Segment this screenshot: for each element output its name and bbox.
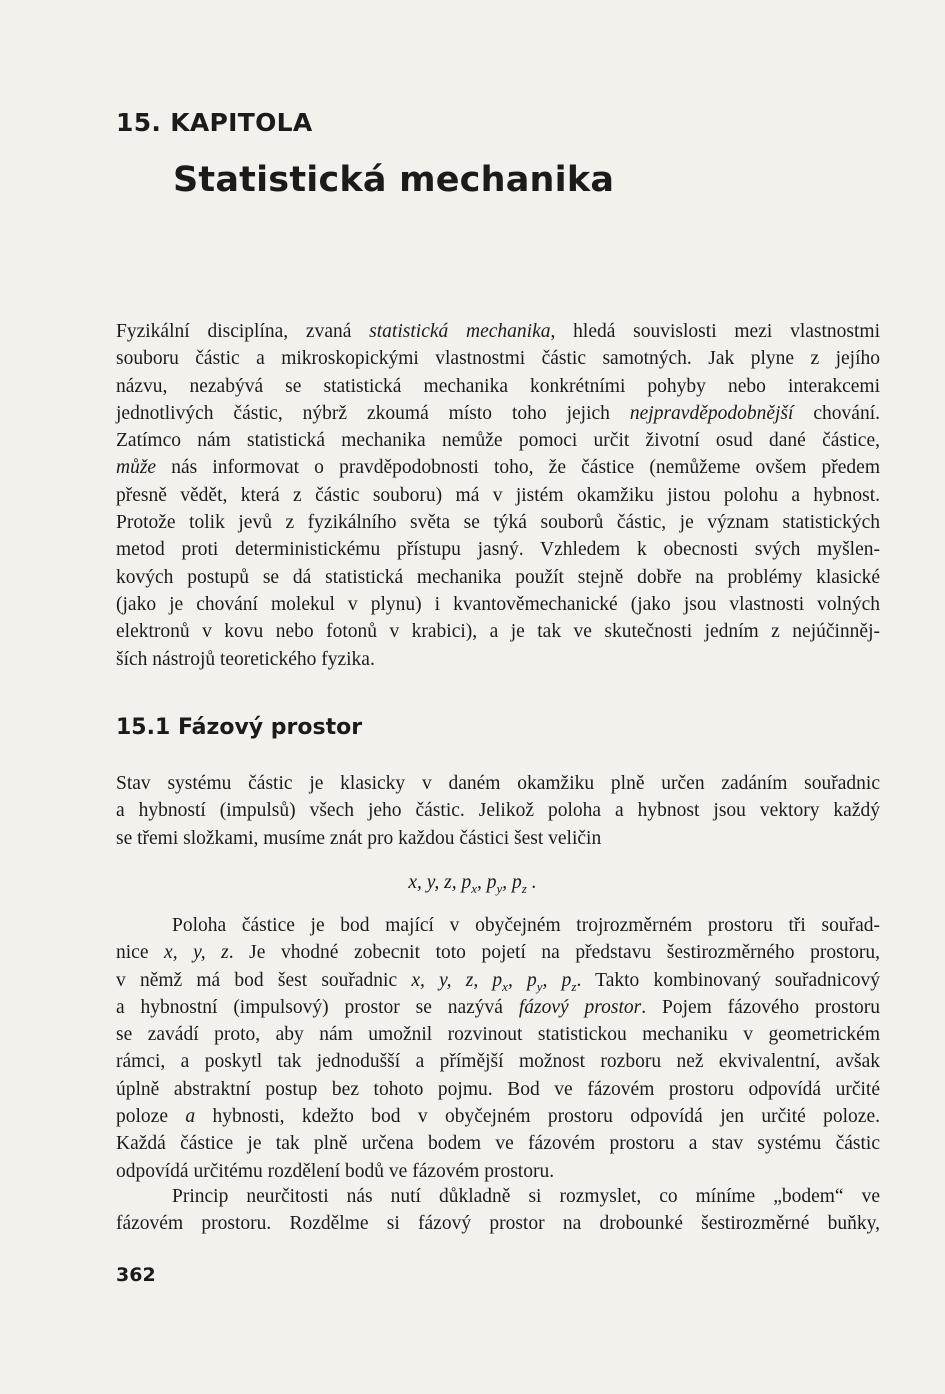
text-line: Stav systému částic je klasicky v daném okamžiku plně určen zadáním souřadnic — [116, 773, 880, 794]
text-line: se třemi složkami, musíme znát pro každou částici šest veličin — [116, 827, 602, 849]
text-line: Každá částice je tak plně určena bodem ve fázovém prostoru a stav systému částic — [116, 1133, 880, 1155]
text-line: (jako je chování molekul v plynu) i kvantověmechanické (jako jsou vlastnosti volných — [116, 593, 880, 615]
section-paragraph-3 — [116, 1183, 880, 1238]
text-line: ších nástrojů teoretického fyzika. — [116, 648, 375, 670]
text-line: nice x, y, z. Je vhodné zobecnit toto pojetí na představu šestirozměrného prostoru, — [116, 942, 880, 964]
section-paragraph-2 — [116, 912, 880, 1185]
text-line: metod proti deterministickému přístupu jasný. Vzhledem k obecnosti svých myšlen- — [116, 539, 880, 561]
text-line: v němž má bod šest souřadnic x, y, z, $p_x$, $p_y$, $p_z$. Takto kombinovaný souřadnicový — [116, 969, 880, 994]
text-line: poloze a hybnosti, kdežto bod v obyčejném prostoru odpovídá jen určité poloze. — [116, 1106, 880, 1128]
text-line: Fyzikální disciplína, zvaná statistická mechanika, hledá souvislosti mezi vlastnostmi — [116, 321, 880, 342]
text-line: fázovém prostoru. Rozdělme si fázový prostor na drobounké šestirozměrné buňky, — [116, 1213, 880, 1235]
text-line: se zavádí proto, aby nám umožnil rozvinout statistickou mechaniku v geometrickém — [116, 1024, 880, 1046]
text-line: rámci, a poskytl tak jednodušší a přímější možnost rozboru než ekvivalentní, avšak — [116, 1051, 880, 1073]
text-line: souboru částic a mikroskopickými vlastnostmi částic samotných. Jak plyne z jejího — [116, 348, 880, 370]
text-line: Protože tolik jevů z fyzikálního světa se týká souborů částic, je význam statistických — [116, 512, 880, 534]
text-line: Zatímco nám statistická mechanika nemůže pomoci určit životní osud dané částice, — [116, 430, 880, 452]
text-line: úplně abstraktní postup bez tohoto pojmu. Bod ve fázovém prostoru odpovídá určité — [116, 1078, 880, 1100]
section-paragraph-1 — [116, 770, 880, 852]
text-line: jednotlivých částic, nýbrž zkoumá místo toho jejich nejpravděpodobnější chování. — [116, 402, 880, 424]
formula: x, y, z, $p_x$, $p_y$, $p_z$ . — [408, 872, 537, 896]
chapter-label: 15. KAPITOLA — [116, 108, 313, 137]
text-line: a hybnostní (impulsový) prostor se nazývá fázový prostor. Pojem fázového prostoru — [116, 996, 880, 1018]
text-line: kových postupů se dá statistická mechanika použít stejně dobře na problémy klasické — [116, 566, 880, 588]
text-line: a hybností (impulsů) všech jeho částic. Jelikož poloha a hybnost jsou vektory každý — [116, 800, 880, 822]
text-line: elektronů v kovu nebo fotonů v krabici), a je tak ve skutečnosti jedním z nejúčinněj- — [116, 621, 880, 643]
text-line: může nás informovat o pravděpodobnosti toho, že částice (nemůžeme ovšem předem — [116, 457, 880, 479]
page-number: 362 — [116, 1264, 156, 1286]
section-heading: 15.1 Fázový prostor — [116, 715, 363, 740]
text-line: názvu, nezabývá se statistická mechanika konkrétními pohyby nebo interakcemi — [116, 375, 880, 397]
text-line: odpovídá určitému rozdělení bodů ve fázovém prostoru. — [116, 1160, 555, 1182]
intro-paragraph — [116, 318, 880, 673]
text-line: Princip neurčitosti nás nutí důkladně si rozmyslet, co míníme „bodem“ ve — [172, 1186, 880, 1207]
text-line: Poloha částice je bod mající v obyčejném trojrozměrném prostoru tři souřad- — [172, 915, 880, 936]
chapter-title: Statistická mechanika — [173, 160, 615, 200]
text-line: přesně vědět, která z částic souboru) má v jistém okamžiku jistou polohu a hybnost. — [116, 484, 880, 506]
